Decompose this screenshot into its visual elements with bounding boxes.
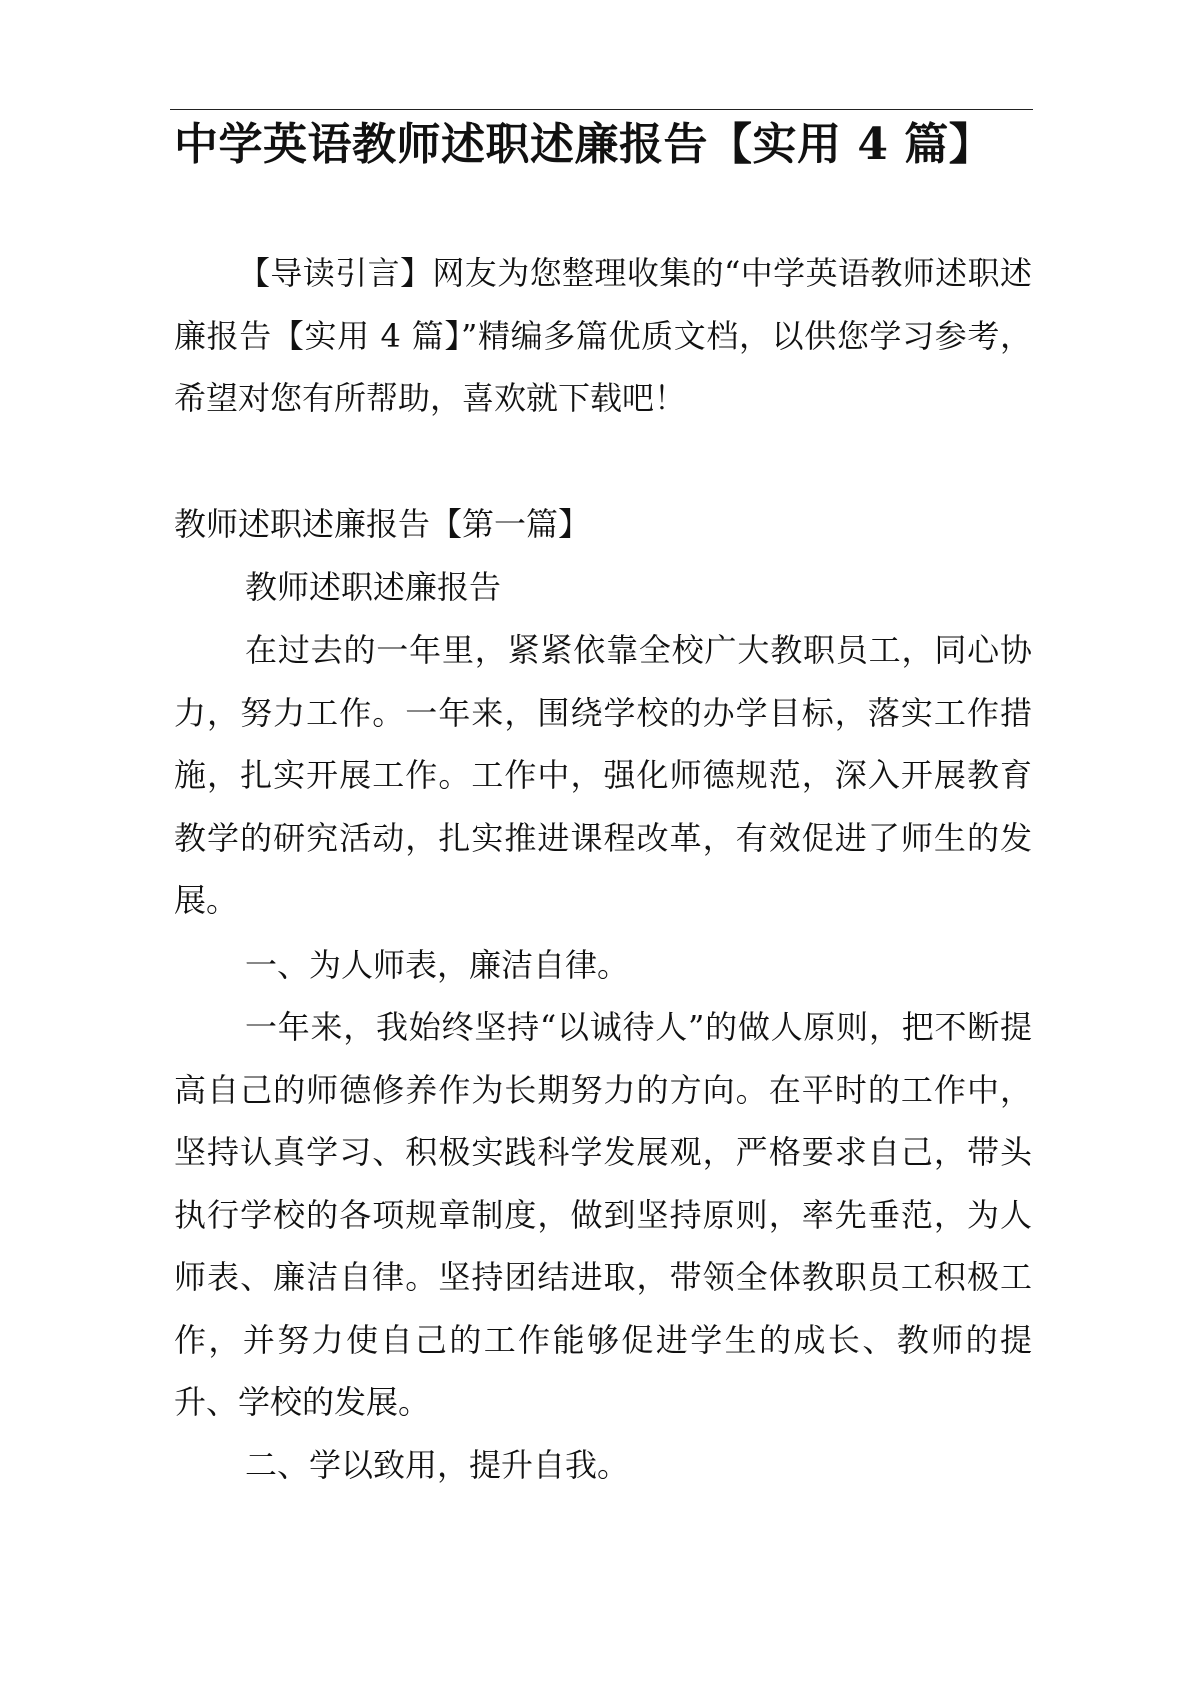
item-heading-1: 一、为人师表，廉洁自律。 — [245, 946, 630, 984]
body-paragraph-1: 在过去的一年里，紧紧依靠全校广大教职员工，同心协力，努力工作。一年来，围绕学校的办学目标，落实工作措施，扎实开展工作。工作中，强化师德规范，深入开展教育教学的研究活动，扎实推进课程改革，有效促进了师生的发展。 — [174, 631, 1032, 919]
item-heading-2: 二、学以致用，提升自我。 — [245, 1446, 630, 1484]
intro-paragraph: 【导读引言】网友为您整理收集的“中学英语教师述职述廉报告【实用 4 篇】”精编多篇优质文档，以供您学习参考，希望对您有所帮助，喜欢就下载吧！ — [174, 254, 1032, 417]
body-paragraph-2: 一年来，我始终坚持“以诚待人”的做人原则，把不断提高自己的师德修养作为长期努力的方向。在平时的工作中，坚持认真学习、积极实践科学发展观，严格要求自己，带头执行学校的各项规章制度，做到坚持原则，率先垂范，为人师表、廉洁自律。坚持团结进取，带领全体教职员工积极工作，并努力使自己的工作能够促进学生的成长、教师的提升、学校的发展。 — [174, 1008, 1032, 1421]
section-heading: 教师述职述廉报告【第一篇】 — [174, 505, 591, 543]
document-title: 中学英语教师述职述廉报告【实用 4 篇】 — [174, 119, 994, 170]
report-subtitle: 教师述职述廉报告 — [245, 568, 502, 606]
header-rule — [170, 109, 1033, 110]
